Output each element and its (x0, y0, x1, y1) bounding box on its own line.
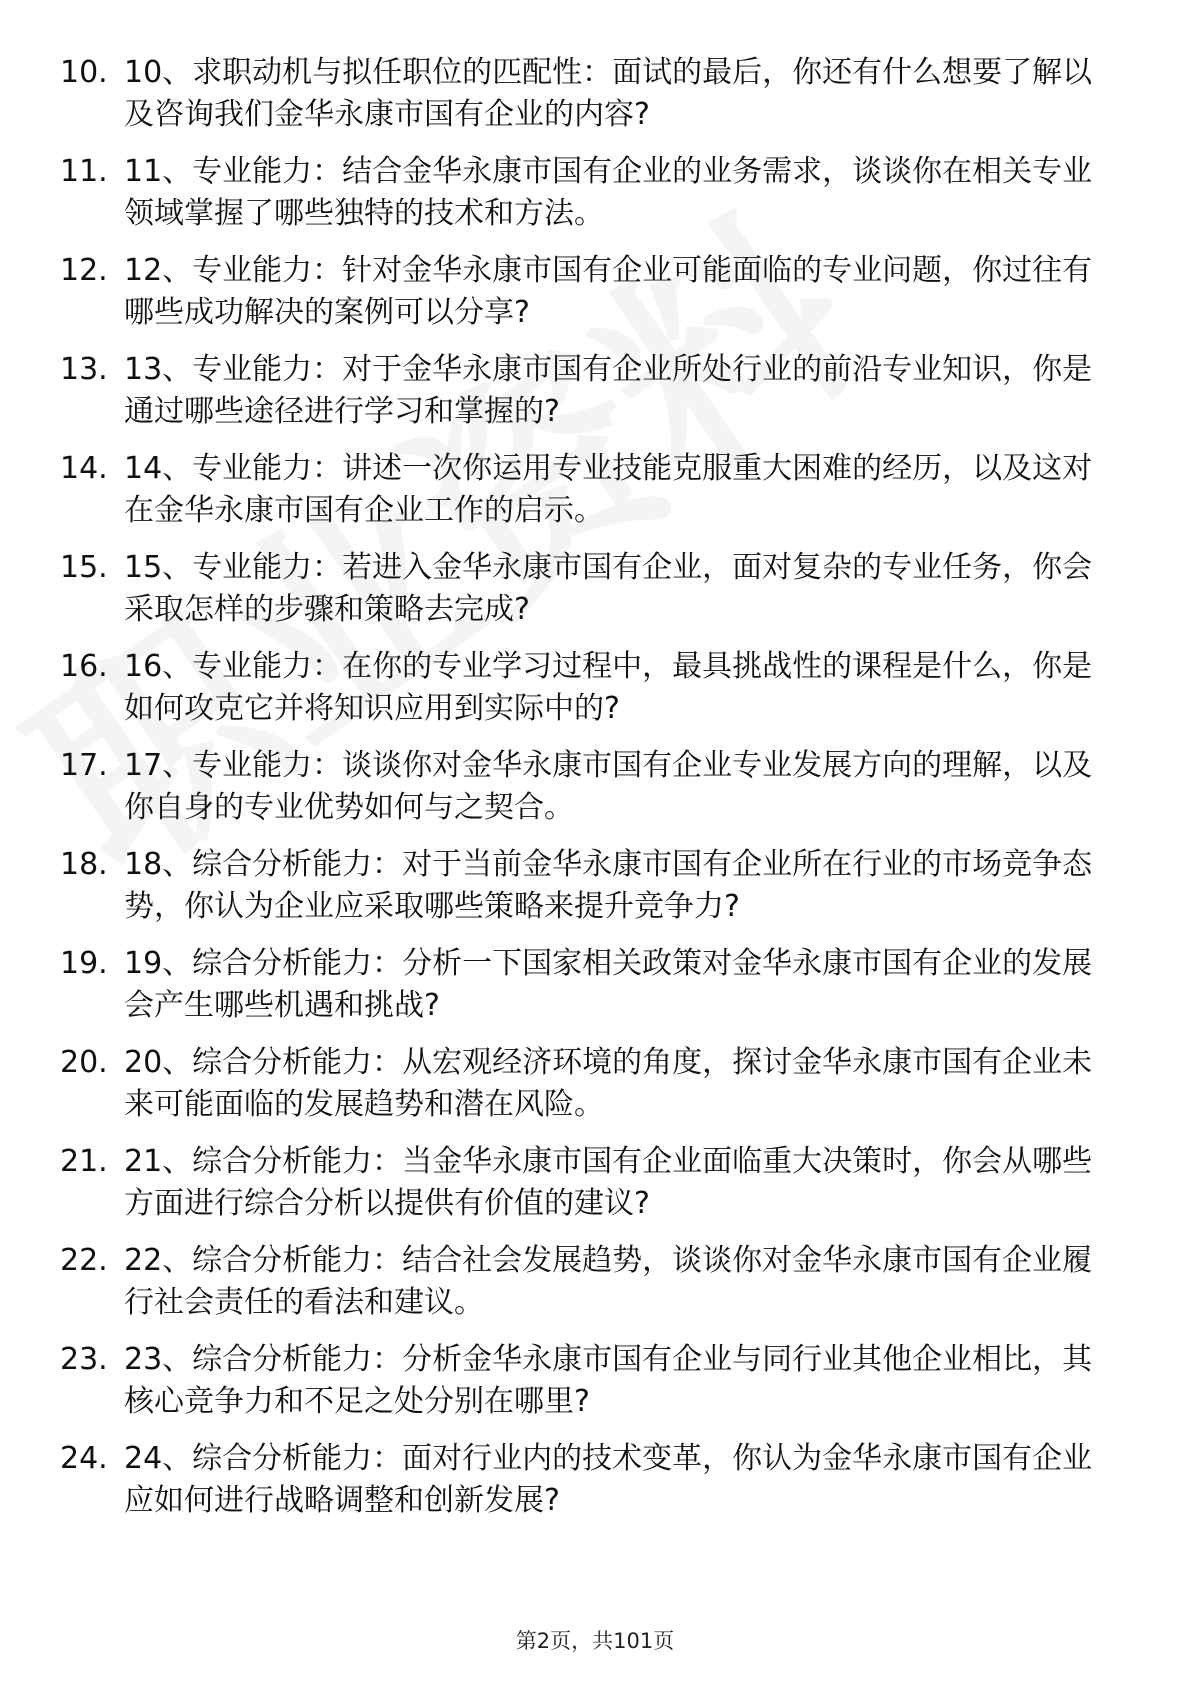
list-item (60, 1141, 1120, 1225)
item-text: 21、综合分析能力：当金华永康市国有企业面临重大决策时，你会从哪些方面进行综合分析以提供有价值的建议? (124, 1144, 1093, 1221)
list-item (60, 349, 1120, 433)
item-text: 17、专业能力：谈谈你对金华永康市国有企业专业发展方向的理解，以及你自身的专业优势如何与之契合。 (124, 748, 1093, 825)
item-number: 23. (60, 1342, 108, 1377)
item-text: 18、综合分析能力：对于当前金华永康市国有企业所在行业的市场竞争态势，你认为企业应采取哪些策略来提升竞争力? (124, 847, 1093, 924)
item-text: 15、专业能力：若进入金华永康市国有企业，面对复杂的专业任务，你会采取怎样的步骤和策略去完成? (124, 550, 1093, 627)
item-number: 12. (60, 253, 108, 288)
item-number: 21. (60, 1144, 108, 1179)
item-text: 11、专业能力：结合金华永康市国有企业的业务需求，谈谈你在相关专业领域掌握了哪些独特的技术和方法。 (124, 154, 1093, 231)
list-item (60, 547, 1120, 631)
item-text: 12、专业能力：针对金华永康市国有企业可能面临的专业问题，你过往有哪些成功解决的案例可以分享? (124, 253, 1093, 330)
item-text: 22、综合分析能力：结合社会发展趋势，谈谈你对金华永康市国有企业履行社会责任的看法和建议。 (124, 1243, 1093, 1320)
item-number: 16. (60, 649, 108, 684)
list-item (60, 1240, 1120, 1324)
item-number: 20. (60, 1045, 108, 1080)
list-item (60, 448, 1120, 532)
list-item (60, 844, 1120, 928)
list-item (60, 1042, 1120, 1126)
list-item (60, 745, 1120, 829)
item-number: 18. (60, 847, 108, 882)
item-number: 13. (60, 352, 108, 387)
list-item (60, 1339, 1120, 1423)
item-text: 10、求职动机与拟任职位的匹配性：面试的最后，你还有什么想要了解以及咨询我们金华永康市国有企业的内容? (124, 55, 1093, 132)
list-item (60, 943, 1120, 1027)
item-text: 24、综合分析能力：面对行业内的技术变革，你认为金华永康市国有企业应如何进行战略调整和创新发展? (124, 1441, 1093, 1518)
item-text: 20、综合分析能力：从宏观经济环境的角度，探讨金华永康市国有企业未来可能面临的发展趋势和潜在风险。 (124, 1045, 1093, 1122)
item-number: 10. (60, 55, 108, 90)
item-number: 19. (60, 946, 108, 981)
page-footer: 第2页，共101页 (515, 1629, 675, 1653)
item-number: 11. (60, 154, 108, 189)
item-text: 13、专业能力：对于金华永康市国有企业所处行业的前沿专业知识，你是通过哪些途径进行学习和掌握的? (124, 352, 1093, 429)
item-text: 16、专业能力：在你的专业学习过程中，最具挑战性的课程是什么，你是如何攻克它并将知识应用到实际中的? (124, 649, 1093, 726)
list-item (60, 52, 1120, 136)
item-number: 24. (60, 1441, 108, 1476)
item-number: 17. (60, 748, 108, 783)
list-item (60, 646, 1120, 730)
item-number: 15. (60, 550, 108, 585)
item-number: 14. (60, 451, 108, 486)
item-text: 19、综合分析能力：分析一下国家相关政策对金华永康市国有企业的发展会产生哪些机遇和挑战? (124, 946, 1093, 1023)
list-item (60, 1438, 1120, 1522)
question-list (60, 52, 1120, 1537)
item-number: 22. (60, 1243, 108, 1278)
item-text: 23、综合分析能力：分析金华永康市国有企业与同行业其他企业相比，其核心竞争力和不足之处分别在哪里? (124, 1342, 1093, 1419)
list-item (60, 250, 1120, 334)
item-text: 14、专业能力：讲述一次你运用专业技能克服重大困难的经历，以及这对在金华永康市国有企业工作的启示。 (124, 451, 1093, 528)
list-item (60, 151, 1120, 235)
